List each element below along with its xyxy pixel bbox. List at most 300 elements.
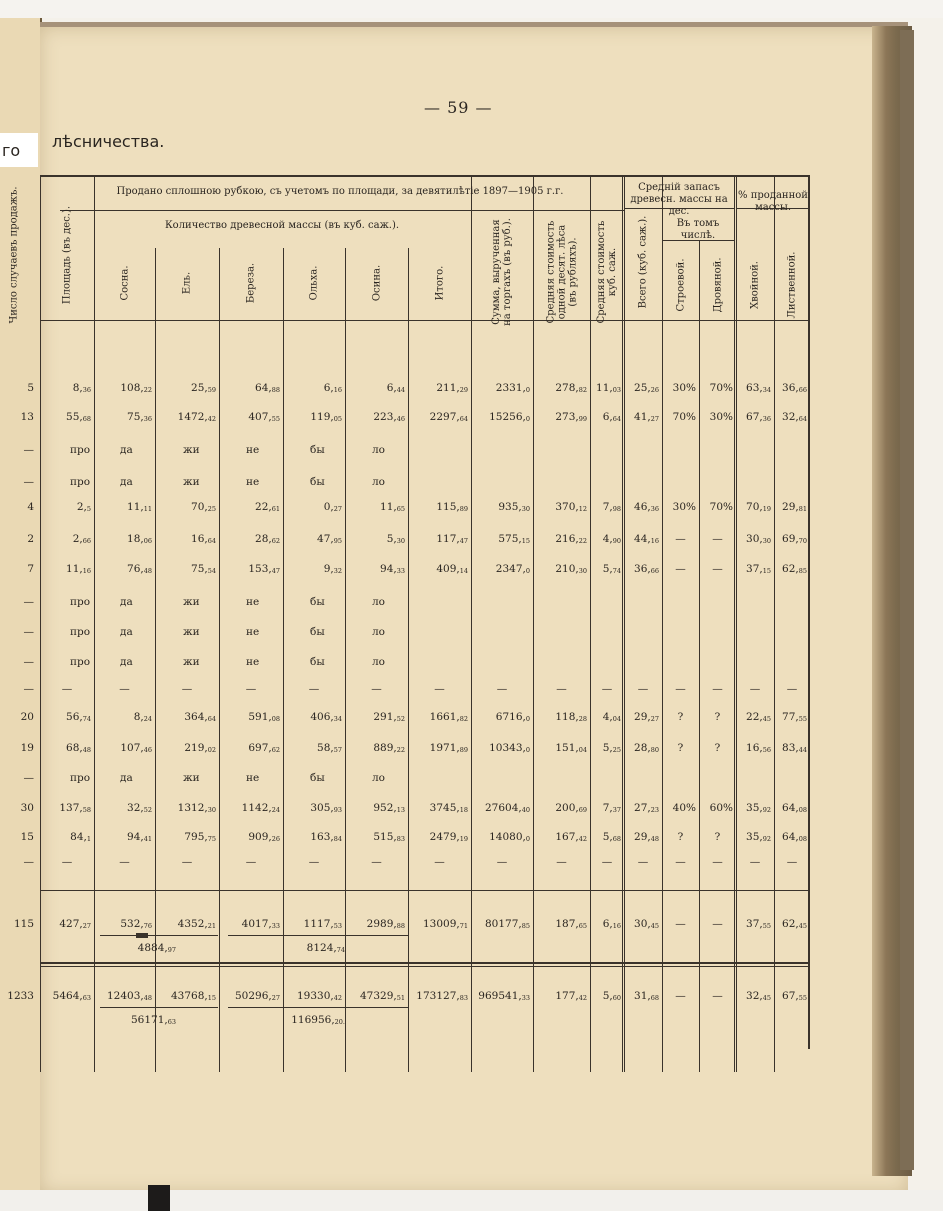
header-avg-stock: Средній запасъ древесн. массы на дес. <box>630 182 728 217</box>
right-border <box>808 177 810 1049</box>
table-cell: $22,_{61}$ <box>255 501 280 513</box>
decimal-digits: 89 <box>459 746 468 754</box>
table-cell: $153,_{47}$ <box>248 563 280 575</box>
total-row-cell: $4352,_{21}$ <box>177 918 216 930</box>
sold-word: не <box>246 626 260 638</box>
decimal-digits: 15 <box>521 537 530 545</box>
total-row-conifer-subtotal: $4884,_{97}$ <box>137 942 176 954</box>
row-count: — <box>23 444 34 456</box>
total-row-cell: $532,_{76}$ <box>120 918 152 930</box>
decimal-digits: 30 <box>762 537 771 545</box>
sold-word: не <box>246 772 260 784</box>
table-cell: $16,_{64}$ <box>191 533 216 545</box>
decimal-digits: 0 <box>525 835 530 843</box>
grand-row-cell: $173127,_{83}$ <box>416 990 468 1002</box>
decimal-digits: 0 <box>525 715 530 723</box>
table-cell: — <box>308 856 320 868</box>
decimal-digits: 85 <box>798 567 807 575</box>
table-cell: $63,_{34}$ <box>746 382 771 394</box>
table-cell: $7,_{37}$ <box>602 802 621 814</box>
grand-row-deciduous-subtotal: $116956,_{20.}$ <box>291 1014 345 1026</box>
decimal-digits: 88 <box>396 922 405 930</box>
table-cell: $1661,_{82}$ <box>429 711 468 723</box>
column-header: Итого. <box>434 265 445 301</box>
sold-word: ло <box>372 656 385 668</box>
decimal-digits: 23 <box>650 806 659 814</box>
row-count: 13 <box>20 411 34 423</box>
decimal-digits: 89 <box>459 505 468 513</box>
table-cell: $889,_{22}$ <box>373 742 405 754</box>
table-cell: $64,_{08}$ <box>782 802 807 814</box>
table-cell: $163,_{84}$ <box>310 831 342 843</box>
header-volume-group: Количество древесной массы (въ куб. саж.). <box>164 220 400 231</box>
sold-word: про <box>70 444 91 456</box>
table-cell: — <box>119 856 130 868</box>
table-cell: $25,_{59}$ <box>191 382 216 394</box>
decimal-digits: 30 <box>578 567 587 575</box>
grand-row-cell: $32,_{45}$ <box>746 990 771 1002</box>
table-cell: — <box>434 683 445 695</box>
table-cell: $4,_{04}$ <box>602 711 621 723</box>
decimal-digits: 55 <box>762 922 771 930</box>
decimal-digits: 5 <box>86 505 91 513</box>
brace-mark <box>136 933 148 938</box>
table-cell: $64,_{88}$ <box>255 382 280 394</box>
table-cell: $5,_{25}$ <box>602 742 621 754</box>
decimal-digits: 92 <box>762 806 771 814</box>
header-main: Продано сплошною рубкою, съ учетомъ по площади, за девятилѣтіе 1897—1905 г.г. <box>116 186 564 197</box>
decimal-digits: 05 <box>333 415 342 423</box>
table-cell: $210,_{30}$ <box>555 563 587 575</box>
decimal-digits: 57 <box>333 746 342 754</box>
sold-word: про <box>70 596 91 608</box>
sold-word: да <box>120 772 133 784</box>
decimal-digits: 64 <box>798 415 807 423</box>
decimal-digits: 15 <box>207 994 216 1002</box>
decimal-digits: 36 <box>762 415 771 423</box>
decimal-digits: 97 <box>167 946 176 954</box>
table-cell: $115,_{89}$ <box>436 501 468 513</box>
decimal-digits: 92 <box>762 835 771 843</box>
sold-word: ло <box>372 772 385 784</box>
sold-word: да <box>120 476 133 488</box>
decimal-digits: 80 <box>650 746 659 754</box>
decimal-digits: 36 <box>650 505 659 513</box>
decimal-digits: 40 <box>521 806 530 814</box>
table-cell: $70,_{25}$ <box>191 501 216 513</box>
decimal-digits: 11 <box>143 505 152 513</box>
table-cell: $1312,_{30}$ <box>177 802 216 814</box>
decimal-digits: 30 <box>207 806 216 814</box>
table-cell: $137,_{58}$ <box>59 802 91 814</box>
table-cell: $223,_{46}$ <box>373 411 405 423</box>
decimal-digits: 25 <box>207 505 216 513</box>
table-cell: — <box>712 563 723 575</box>
group-brace <box>100 1007 218 1008</box>
decimal-digits: 82 <box>578 386 587 394</box>
table-cell: — <box>786 856 798 868</box>
row-count: — <box>23 626 34 638</box>
decimal-digits: 22 <box>578 537 587 545</box>
decimal-digits: 27 <box>650 715 659 723</box>
decimal-digits: 36 <box>82 386 91 394</box>
sold-word: да <box>120 626 133 638</box>
decimal-digits: 74 <box>336 946 345 954</box>
decimal-digits: 16 <box>82 567 91 575</box>
row-count: 30 <box>20 802 34 814</box>
page-edge-shadow <box>900 30 914 1170</box>
column-header: Площадь (въ дес.). <box>61 205 73 305</box>
table-cell: $14080,_0$ <box>489 831 530 843</box>
table-cell: $76,_{48}$ <box>127 563 152 575</box>
total-row-cell: $427,_{27}$ <box>59 918 91 930</box>
table-cell: $29,_{27}$ <box>634 711 659 723</box>
sold-word: бы <box>310 772 325 784</box>
table-cell: — <box>181 856 193 868</box>
column-rule <box>345 248 346 1072</box>
table-cell: $15256,_0$ <box>489 411 530 423</box>
column-header: Всего (куб. саж.). <box>637 215 649 309</box>
decimal-digits: 95 <box>333 537 342 545</box>
decimal-digits: 25 <box>612 746 621 754</box>
table-cell: $68,_{48}$ <box>66 742 91 754</box>
decimal-digits: 68 <box>650 994 659 1002</box>
decimal-digits: 66 <box>82 537 91 545</box>
decimal-digits: 68 <box>82 415 91 423</box>
decimal-digits: 22 <box>143 386 152 394</box>
table-cell: $216,_{22}$ <box>555 533 587 545</box>
sold-word: жи <box>183 772 200 784</box>
decimal-digits: 32 <box>333 567 342 575</box>
table-cell: 70% <box>709 501 733 513</box>
table-cell: — <box>181 683 193 695</box>
page-number: — 59 — <box>424 98 493 117</box>
decimal-digits: 45 <box>762 994 771 1002</box>
table-cell: $9,_{32}$ <box>323 563 342 575</box>
decimal-digits: 34 <box>333 715 342 723</box>
decimal-digits: 81 <box>798 505 807 513</box>
table-cell: $697,_{62}$ <box>248 742 280 754</box>
table-cell: — <box>245 856 257 868</box>
column-rule <box>734 177 735 1072</box>
table-cell: $28,_{80}$ <box>634 742 659 754</box>
table-cell: $10343,_0$ <box>489 742 530 754</box>
previous-page-fragment: го <box>0 133 38 167</box>
decimal-digits: 02 <box>207 746 216 754</box>
column-rule <box>590 177 591 1072</box>
decimal-digits: 52 <box>396 715 405 723</box>
decimal-digits: 85 <box>521 922 530 930</box>
table-cell: $7,_{98}$ <box>602 501 621 513</box>
table-cell: $27,_{23}$ <box>634 802 659 814</box>
table-cell: — <box>712 533 723 545</box>
decimal-digits: 24 <box>271 806 280 814</box>
decimal-digits: 08 <box>798 806 807 814</box>
sold-word: да <box>120 596 133 608</box>
grand-row-conifer-subtotal: $56171,_{63}$ <box>130 1014 176 1026</box>
sold-word: ло <box>372 444 385 456</box>
decimal-digits: 75 <box>207 835 216 843</box>
table-cell: $0,_{27}$ <box>323 501 342 513</box>
table-cell: ? <box>677 742 684 754</box>
column-rule <box>94 177 95 1072</box>
sold-word: не <box>246 444 260 456</box>
decimal-digits: 42 <box>578 835 587 843</box>
column-rule <box>40 177 41 1072</box>
decimal-digits: 44 <box>798 746 807 754</box>
total-row-cell: $187,_{65}$ <box>555 918 587 930</box>
table-cell: $32,_{52}$ <box>127 802 152 814</box>
table-cell: $22,_{45}$ <box>746 711 771 723</box>
table-cell: $6,_{64}$ <box>602 411 621 423</box>
table-cell: $35,_{92}$ <box>746 831 771 843</box>
table-cell: — <box>675 856 686 868</box>
table-cell: $273,_{99}$ <box>555 411 587 423</box>
table-cell: $70,_{19}$ <box>746 501 771 513</box>
table-cell: — <box>712 856 723 868</box>
group-brace <box>228 935 408 936</box>
row-count: 20 <box>20 711 34 723</box>
table-cell: $83,_{44}$ <box>782 742 807 754</box>
table-cell: — <box>601 856 613 868</box>
decimal-digits: 16 <box>333 386 342 394</box>
sold-word: жи <box>183 656 200 668</box>
table-cell: $952,_{13}$ <box>373 802 405 814</box>
decimal-digits: 51 <box>396 994 405 1002</box>
table-cell: $28,_{62}$ <box>255 533 280 545</box>
decimal-digits: 66 <box>798 386 807 394</box>
table-cell: $409,_{14}$ <box>436 563 468 575</box>
decimal-digits: 48 <box>143 994 152 1002</box>
row-count: 15 <box>20 831 34 843</box>
sold-word: бы <box>310 596 325 608</box>
row-count: — <box>23 683 34 695</box>
table-cell: $11,_{65}$ <box>380 501 405 513</box>
column-header: Лиственной. <box>786 251 798 319</box>
row-count: — <box>23 856 34 868</box>
decimal-digits: 03 <box>612 386 621 394</box>
table-cell: — <box>61 683 73 695</box>
table-cell: $575,_{15}$ <box>498 533 530 545</box>
sold-word: про <box>70 476 91 488</box>
table-cell: $64,_{08}$ <box>782 831 807 843</box>
table-cell: $16,_{56}$ <box>746 742 771 754</box>
table-cell: $30,_{30}$ <box>746 533 771 545</box>
column-header: Осина. <box>371 264 382 302</box>
table-cell: $219,_{02}$ <box>184 742 216 754</box>
group-brace <box>228 1007 408 1008</box>
decimal-digits: 06 <box>143 537 152 545</box>
table-rule <box>40 175 810 177</box>
table-cell: $6,_{44}$ <box>386 382 405 394</box>
grand-row-cell: — <box>712 990 723 1002</box>
table-cell: $8,_{36}$ <box>72 382 91 394</box>
decimal-digits: 64 <box>207 537 216 545</box>
table-cell: — <box>61 856 73 868</box>
row-count: — <box>23 596 34 608</box>
decimal-digits: 18 <box>459 806 468 814</box>
column-header: Дровяной. <box>712 257 723 313</box>
grand-row-cell: $969541,_{33}$ <box>478 990 530 1002</box>
decimal-digits: 14 <box>459 567 468 575</box>
decimal-digits: 98 <box>612 505 621 513</box>
decimal-digits: 84 <box>333 835 342 843</box>
table-cell: 30% <box>709 411 733 423</box>
row-count: — <box>23 476 34 488</box>
decimal-digits: 08 <box>798 835 807 843</box>
column-header: Средняя стоимость одной десят. лѣса (въ рубляхъ). <box>545 220 578 324</box>
column-header: Хвойной. <box>749 261 761 309</box>
sold-word: бы <box>310 476 325 488</box>
decimal-digits: 1 <box>86 835 91 843</box>
table-cell: — <box>371 856 382 868</box>
table-cell: $2347,_0$ <box>495 563 530 575</box>
decimal-digits: 55 <box>271 415 280 423</box>
table-cell: $406,_{34}$ <box>310 711 342 723</box>
table-cell: $291,_{52}$ <box>373 711 405 723</box>
column-header: Сумма, вырученная на торгахъ (въ руб.). <box>491 218 513 326</box>
scan-background-top <box>0 0 943 18</box>
total-row-cell: $62,_{45}$ <box>782 918 807 930</box>
table-cell: $18,_{06}$ <box>127 533 152 545</box>
sold-word: жи <box>183 596 200 608</box>
column-header: Строевой. <box>675 258 686 312</box>
group-brace <box>100 935 218 936</box>
table-cell: — <box>119 683 130 695</box>
decimal-digits: 30 <box>396 537 405 545</box>
table-cell: $2,_{66}$ <box>72 533 91 545</box>
sold-word: ло <box>372 476 385 488</box>
sold-word: бы <box>310 656 325 668</box>
decimal-digits: 0 <box>525 415 530 423</box>
decimal-digits: 0 <box>525 567 530 575</box>
table-cell: $515,_{83}$ <box>373 831 405 843</box>
grand-row-count: 1233 <box>7 990 34 1002</box>
decimal-digits: 61 <box>271 505 280 513</box>
table-cell: $370,_{12}$ <box>555 501 587 513</box>
decimal-digits: 66 <box>650 567 659 575</box>
decimal-digits: 0 <box>525 746 530 754</box>
decimal-digits: 33 <box>396 567 405 575</box>
table-cell: $6716,_0$ <box>495 711 530 723</box>
header-pct-sold: % проданной массы. <box>738 190 808 213</box>
table-cell: $47,_{95}$ <box>317 533 342 545</box>
decimal-digits: 41 <box>143 835 152 843</box>
sold-word: про <box>70 626 91 638</box>
table-cell: — <box>675 683 686 695</box>
decimal-digits: 0 <box>525 386 530 394</box>
table-cell: $37,_{15}$ <box>746 563 771 575</box>
grand-row-cell: $47329,_{51}$ <box>359 990 405 1002</box>
decimal-digits: 64 <box>459 415 468 423</box>
table-cell: $117,_{47}$ <box>436 533 468 545</box>
table-cell: $35,_{92}$ <box>746 802 771 814</box>
table-cell: $32,_{64}$ <box>782 411 807 423</box>
column-header: Ель. <box>181 271 193 295</box>
sold-word: да <box>120 444 133 456</box>
grand-row-cell: $12403,_{48}$ <box>106 990 152 1002</box>
decimal-digits: 55 <box>798 994 807 1002</box>
grand-row-cell: $5464,_{63}$ <box>52 990 91 1002</box>
decimal-digits: 16 <box>612 922 621 930</box>
decimal-digits: 20. <box>334 1018 345 1026</box>
total-row-cell: $1117,_{53}$ <box>303 918 342 930</box>
decimal-digits: 21 <box>207 922 216 930</box>
table-cell: $1971,_{89}$ <box>429 742 468 754</box>
decimal-digits: 34 <box>762 386 771 394</box>
decimal-digits: 88 <box>271 386 280 394</box>
table-cell: $2,_5$ <box>76 501 91 513</box>
decimal-digits: 42 <box>207 415 216 423</box>
total-row-cell: $13009,_{71}$ <box>422 918 468 930</box>
decimal-digits: 54 <box>207 567 216 575</box>
table-cell: $119,_{05}$ <box>310 411 342 423</box>
table-cell: $935,_{30}$ <box>498 501 530 513</box>
table-cell: $1142,_{24}$ <box>241 802 280 814</box>
decimal-digits: 24 <box>143 715 152 723</box>
table-cell: 30% <box>672 382 696 394</box>
table-cell: $278,_{82}$ <box>555 382 587 394</box>
grand-row-cell: $177,_{42}$ <box>555 990 587 1002</box>
sold-word: жи <box>183 626 200 638</box>
decimal-digits: 04 <box>578 746 587 754</box>
decimal-digits: 55 <box>798 715 807 723</box>
table-cell: $62,_{85}$ <box>782 563 807 575</box>
column-header: Ольха. <box>308 265 320 301</box>
decimal-digits: 44 <box>396 386 405 394</box>
decimal-digits: 04 <box>612 715 621 723</box>
table-cell: $8,_{24}$ <box>133 711 152 723</box>
table-cell: $29,_{81}$ <box>782 501 807 513</box>
sold-word: не <box>246 656 260 668</box>
table-cell: 60% <box>709 802 733 814</box>
decimal-digits: 33 <box>271 922 280 930</box>
total-row-cell: — <box>675 918 686 930</box>
column-rule <box>774 177 775 1072</box>
decimal-digits: 99 <box>578 415 587 423</box>
table-cell: ? <box>714 711 721 723</box>
column-header: Береза. <box>245 262 257 304</box>
table-cell: $5,_{68}$ <box>602 831 621 843</box>
total-row-cell: $4017,_{33}$ <box>241 918 280 930</box>
decimal-digits: 27 <box>271 994 280 1002</box>
table-cell: $94,_{33}$ <box>380 563 405 575</box>
table-cell: — <box>601 683 613 695</box>
scan-black-block <box>148 1185 170 1211</box>
table-cell: — <box>245 683 257 695</box>
column-rule <box>736 177 737 1072</box>
total-row-cell: $2989,_{88}$ <box>366 918 405 930</box>
decimal-digits: 63 <box>167 1018 176 1026</box>
decimal-digits: 62 <box>271 746 280 754</box>
decimal-digits: 19 <box>459 835 468 843</box>
table-cell: — <box>308 683 320 695</box>
grand-row-cell: — <box>675 990 686 1002</box>
decimal-digits: 68 <box>612 835 621 843</box>
decimal-digits: 71 <box>459 922 468 930</box>
decimal-digits: 74 <box>82 715 91 723</box>
row-count: — <box>23 772 34 784</box>
table-cell: — <box>712 683 723 695</box>
total-row-cell: $30,_{45}$ <box>634 918 659 930</box>
table-cell: $407,_{55}$ <box>248 411 280 423</box>
decimal-digits: 64 <box>207 715 216 723</box>
table-cell: $69,_{70}$ <box>782 533 807 545</box>
table-cell: $11,_{03}$ <box>596 382 621 394</box>
column-rule <box>471 177 472 1072</box>
table-cell: — <box>496 856 508 868</box>
table-cell: — <box>749 856 761 868</box>
